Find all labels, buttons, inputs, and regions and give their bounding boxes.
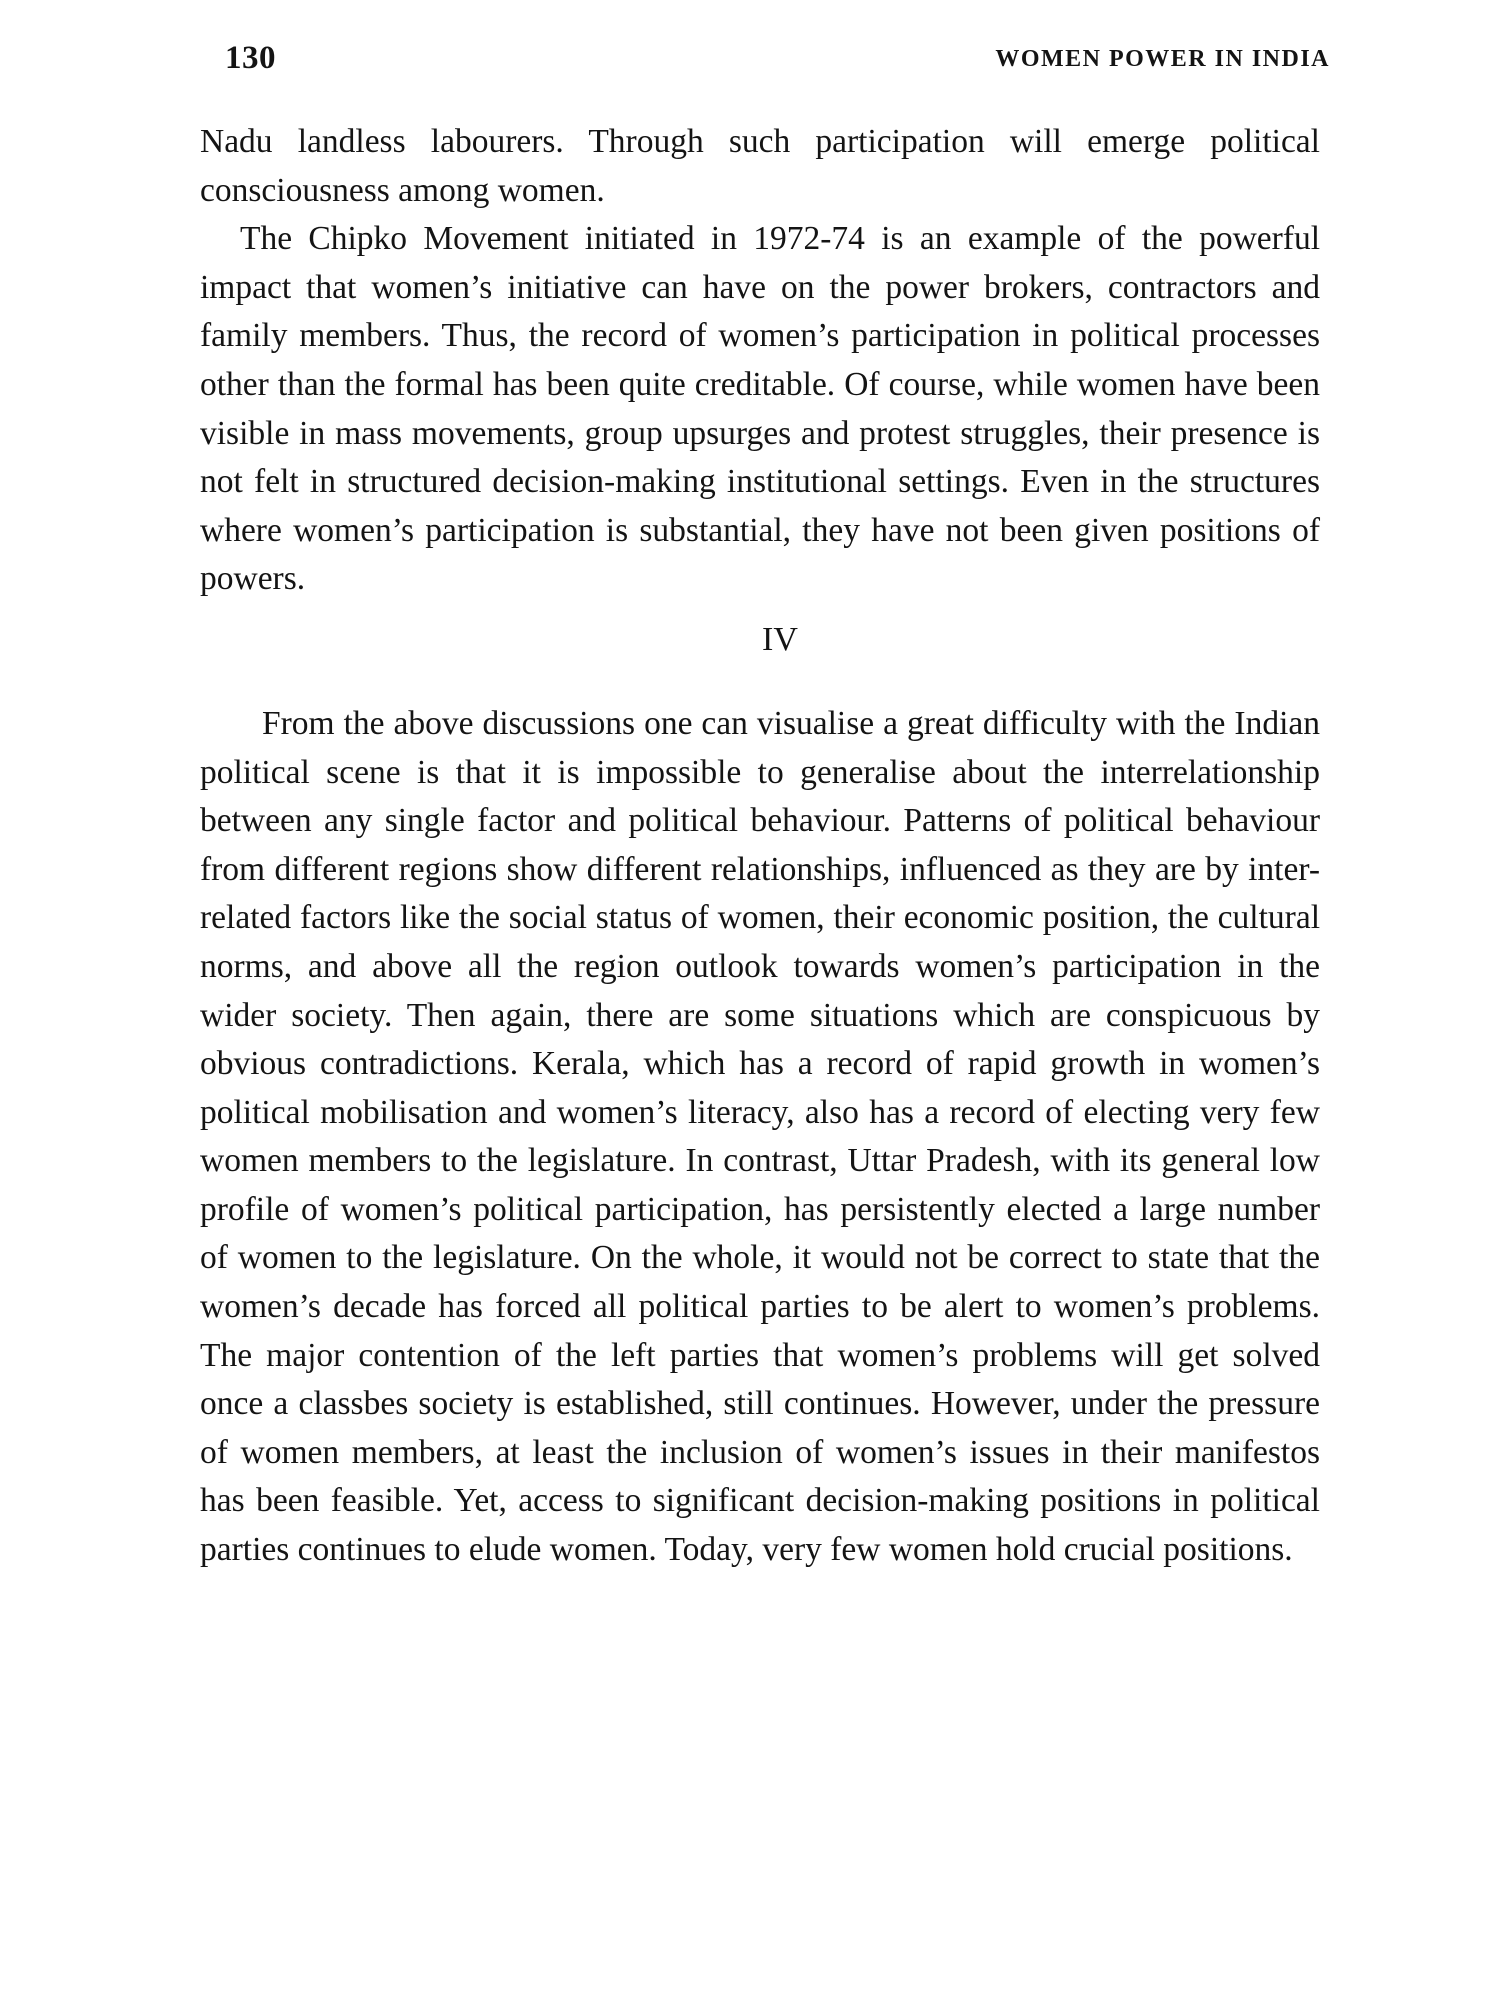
section-heading: IV [762,620,798,658]
page-number: 130 [225,40,276,76]
paragraph-discussion: From the above discussions one can visualise a great difficulty with the Indian political scene is that it is impossible to generalise about the interrelationship between any single factor and political behaviour. Patterns of political behaviour from different regions show different relationships, influenced as they are by inter-related factors like the social status of women, their economic position, the cultural norms, and above all the region outlook towards women’s participation in the wider society. Then again, there are some situations which are conspicuous by obvious contradictions. Kerala, which has a record of rapid growth in women’s political mobilisation and women’s literacy, also has a record of electing very few women members to the legislature. In contrast, Uttar Pradesh, with its general low profile of women’s political participation, has persistently elected a large number of women to the legislature. On the whole, it would not be correct to state that the women’s decade has forced all political parties to be alert to women’s problems. The major contention of the left parties that women’s problems will get solved once a classbes society is established, still continues. However, under the pressure of women members, at least the inclusion of women’s issues in their manifestos has been feasible. Yet, access to significant decision-making positions in political parties continues to elude women. Today, very few women hold crucial positions. [200,704,1320,1569]
paragraph-chipko: The Chipko Movement initiated in 1972-74 is an example of the powerful impact that women’s initiative can have on the power brokers, contractors and family members. Thus, the record of women’s participation in political processes other than the formal has been quite creditable. Of course, while women have been visible in mass movements, group upsurges and protest struggles, their presence is not felt in structured decision-making institutional settings. Even in the structures where women’s participation is substantial, they have not been given positions of powers. [200,220,1320,598]
paragraph-continued: Nadu landless labourers. Through such participation will emerge political consciousness among women. [200,123,1320,209]
body-text [200,118,1320,1575]
running-head: WOMEN POWER IN INDIA [995,46,1330,72]
page-header [225,40,1330,90]
